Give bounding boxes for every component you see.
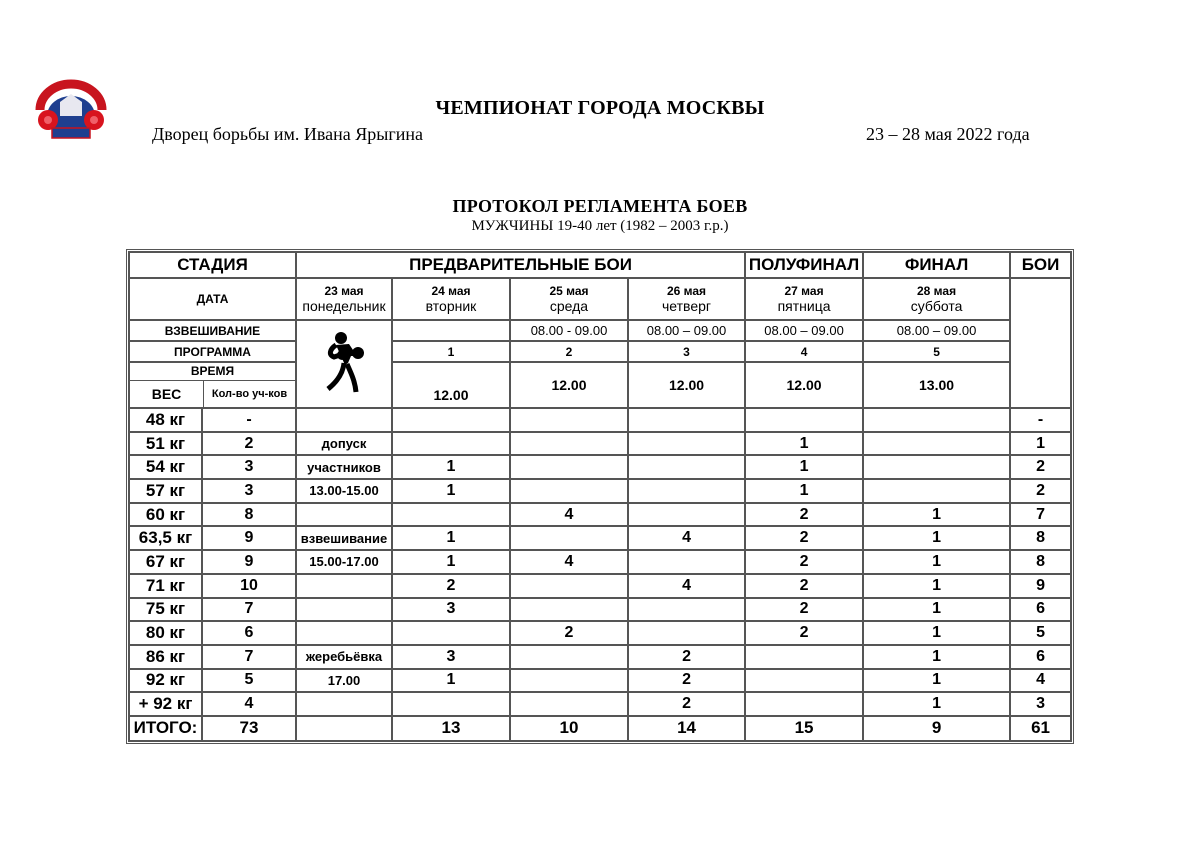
weight-row: [129, 550, 1071, 574]
bouts-26: [628, 550, 745, 574]
bouts-25: [510, 574, 628, 598]
note-cell: 13.00-15.00: [296, 479, 392, 503]
weighin-cell: 08.00 - 09.00: [510, 320, 628, 341]
total-cell: 9: [1010, 574, 1071, 598]
bouts-25: [510, 408, 628, 432]
semifinal-cell: 1: [745, 479, 863, 503]
bouts-26: [628, 432, 745, 456]
total-cell: 2: [1010, 479, 1071, 503]
program-cell: 4: [745, 341, 863, 362]
totals-label: ИТОГО:: [129, 716, 202, 741]
semifinal-cell: [745, 645, 863, 669]
count-cell: -: [202, 408, 296, 432]
total-cell: 6: [1010, 598, 1071, 622]
weight-cell: 51 кг: [129, 432, 202, 456]
weight-cell: 71 кг: [129, 574, 202, 598]
semifinal-cell: 2: [745, 550, 863, 574]
count-cell: 8: [202, 503, 296, 527]
venue-name: Дворец борьбы им. Ивана Ярыгина: [152, 124, 424, 144]
bouts-26: 2: [628, 645, 745, 669]
bouts-26: [628, 479, 745, 503]
count-cell: 4: [202, 692, 296, 716]
time-row: [129, 362, 1071, 408]
time-cell: 12.00: [392, 362, 510, 408]
bouts-24: 2: [392, 574, 510, 598]
program-cell: 3: [628, 341, 745, 362]
total-cell: 8: [1010, 526, 1071, 550]
program-label: ПРОГРАММА: [129, 341, 296, 362]
bouts-24: 1: [392, 550, 510, 574]
bouts-25: [510, 692, 628, 716]
final-cell: 1: [863, 526, 1010, 550]
totals-26: 14: [628, 716, 745, 741]
totals-count: 73: [202, 716, 296, 741]
final-cell: 1: [863, 574, 1010, 598]
time-weight-header: [129, 362, 296, 408]
note-cell: [296, 503, 392, 527]
day-cell: 23 мая понедельник: [296, 278, 392, 320]
weight-row: [129, 526, 1071, 550]
semifinal-cell: [745, 669, 863, 693]
semifinal-cell: 2: [745, 574, 863, 598]
count-cell: 9: [202, 550, 296, 574]
boxer-icon-cell: [296, 320, 392, 408]
bouts-24: 3: [392, 598, 510, 622]
weight-cell: + 92 кг: [129, 692, 202, 716]
weighin-label: ВЗВЕШИВАНИЕ: [129, 320, 296, 341]
weight-rows: [129, 408, 1071, 716]
bouts-24: [392, 432, 510, 456]
bouts-25: [510, 455, 628, 479]
bouts-26: 4: [628, 526, 745, 550]
total-cell: 3: [1010, 692, 1071, 716]
final-cell: 1: [863, 550, 1010, 574]
weighin-cell: 08.00 – 09.00: [628, 320, 745, 341]
weight-cell: 86 кг: [129, 645, 202, 669]
bouts-24: 1: [392, 526, 510, 550]
event-dates: 23 – 28 мая 2022 года: [866, 124, 1030, 144]
final-cell: 1: [863, 598, 1010, 622]
program-row: [129, 341, 1071, 362]
final-cell: 1: [863, 692, 1010, 716]
final-cell: 1: [863, 621, 1010, 645]
total-cell: 2: [1010, 455, 1071, 479]
semifinal-header: ПОЛУФИНАЛ: [745, 252, 863, 278]
final-cell: [863, 432, 1010, 456]
weighin-cell: [392, 320, 510, 341]
bouts-25: [510, 479, 628, 503]
final-cell: [863, 479, 1010, 503]
weighin-cell: 08.00 – 09.00: [745, 320, 863, 341]
weight-row: [129, 479, 1071, 503]
count-label: Кол-во уч-ков: [211, 388, 288, 400]
date-label: ДАТА: [129, 278, 296, 320]
semifinal-cell: 2: [745, 526, 863, 550]
boxer-icon: [322, 329, 366, 395]
day-cell: 24 мая вторник: [392, 278, 510, 320]
note-cell: 15.00-17.00: [296, 550, 392, 574]
bouts-26: [628, 621, 745, 645]
final-cell: 1: [863, 669, 1010, 693]
weight-row: [129, 669, 1071, 693]
prelim-header: ПРЕДВАРИТЕЛЬНЫЕ БОИ: [296, 252, 745, 278]
totals-semi: 15: [745, 716, 863, 741]
count-cell: 7: [202, 598, 296, 622]
bouts-24: 1: [392, 669, 510, 693]
bouts-25: 4: [510, 550, 628, 574]
weight-row: [129, 432, 1071, 456]
date-row: [129, 278, 1071, 320]
time-cell: 12.00: [510, 362, 628, 408]
day-cell: 26 мая четверг: [628, 278, 745, 320]
bouts-25: 2: [510, 621, 628, 645]
note-cell: [296, 621, 392, 645]
bouts-24: 3: [392, 645, 510, 669]
note-cell: участников: [296, 455, 392, 479]
totals-25: 10: [510, 716, 628, 741]
day-cell: 28 мая суббота: [863, 278, 1010, 320]
count-cell: 6: [202, 621, 296, 645]
time-cell: 13.00: [863, 362, 1010, 408]
bouts-26: [628, 408, 745, 432]
stage-header: СТАДИЯ: [129, 252, 296, 278]
protocol-subtitle: МУЖЧИНЫ 19-40 лет (1982 – 2003 г.р.): [471, 218, 729, 234]
bouts-25: [510, 526, 628, 550]
totals-24: 13: [392, 716, 510, 741]
bouts-25: 4: [510, 503, 628, 527]
weight-cell: 48 кг: [129, 408, 202, 432]
note-cell: допуск: [296, 432, 392, 456]
note-cell: 17.00: [296, 669, 392, 693]
time-cell: 12.00: [628, 362, 745, 408]
bouts-26: [628, 455, 745, 479]
bouts-25: [510, 669, 628, 693]
bouts-26: [628, 503, 745, 527]
weight-row: [129, 503, 1071, 527]
count-cell: 5: [202, 669, 296, 693]
day-cell: 25 мая среда: [510, 278, 628, 320]
count-cell: 9: [202, 526, 296, 550]
bouts-26: 2: [628, 669, 745, 693]
weighin-row: [129, 320, 1071, 341]
total-cell: 7: [1010, 503, 1071, 527]
semifinal-cell: 1: [745, 432, 863, 456]
championship-title: ЧЕМПИОНАТ ГОРОДА МОСКВЫ: [435, 97, 765, 119]
count-cell: 7: [202, 645, 296, 669]
note-cell: [296, 598, 392, 622]
weight-row: [129, 574, 1071, 598]
weight-cell: 57 кг: [129, 479, 202, 503]
totals-final: 9: [863, 716, 1010, 741]
bouts-26: 4: [628, 574, 745, 598]
final-cell: [863, 408, 1010, 432]
note-cell: жеребьёвка: [296, 645, 392, 669]
bouts-24: [392, 408, 510, 432]
note-cell: [296, 408, 392, 432]
stage-header-row: [129, 252, 1071, 278]
weight-row: [129, 692, 1071, 716]
weight-row: [129, 598, 1071, 622]
total-cell: 5: [1010, 621, 1071, 645]
weight-cell: 60 кг: [129, 503, 202, 527]
bouts-25: [510, 645, 628, 669]
weight-row: [129, 455, 1071, 479]
bouts-24: 1: [392, 455, 510, 479]
final-cell: 1: [863, 645, 1010, 669]
note-cell: [296, 692, 392, 716]
total-cell: 6: [1010, 645, 1071, 669]
bouts-24: [392, 503, 510, 527]
bouts-25: [510, 432, 628, 456]
total-cell: 8: [1010, 550, 1071, 574]
weight-row: [129, 408, 1071, 432]
total-cell: 4: [1010, 669, 1071, 693]
bouts-26: 2: [628, 692, 745, 716]
weight-cell: 92 кг: [129, 669, 202, 693]
final-cell: 1: [863, 503, 1010, 527]
time-label: ВРЕМЯ: [130, 363, 295, 381]
program-cell: 2: [510, 341, 628, 362]
bouts-25: [510, 598, 628, 622]
day-cell: 27 мая пятница: [745, 278, 863, 320]
weight-label: ВЕС: [130, 381, 204, 407]
weight-cell: 67 кг: [129, 550, 202, 574]
semifinal-cell: 2: [745, 598, 863, 622]
weight-cell: 80 кг: [129, 621, 202, 645]
total-cell: -: [1010, 408, 1071, 432]
weight-row: [129, 645, 1071, 669]
totals-note: [296, 716, 392, 741]
weight-cell: 63,5 кг: [129, 526, 202, 550]
note-cell: [296, 574, 392, 598]
count-cell: 10: [202, 574, 296, 598]
bouts-26: [628, 598, 745, 622]
note-cell: взвешивание: [296, 526, 392, 550]
program-cell: 1: [392, 341, 510, 362]
bout-schedule-table: [126, 249, 1074, 744]
time-cell: 12.00: [745, 362, 863, 408]
bouts-24: [392, 621, 510, 645]
count-cell: 3: [202, 455, 296, 479]
count-cell: 3: [202, 479, 296, 503]
weighin-cell: 08.00 – 09.00: [863, 320, 1010, 341]
weight-cell: 75 кг: [129, 598, 202, 622]
semifinal-cell: 2: [745, 503, 863, 527]
totals-row: [129, 716, 1071, 741]
final-header: ФИНАЛ: [863, 252, 1010, 278]
count-cell: 2: [202, 432, 296, 456]
program-cell: 5: [863, 341, 1010, 362]
weight-cell: 54 кг: [129, 455, 202, 479]
bouts-blank: [1010, 278, 1071, 408]
bouts-header: БОИ: [1010, 252, 1071, 278]
total-cell: 1: [1010, 432, 1071, 456]
bouts-24: 1: [392, 479, 510, 503]
bouts-24: [392, 692, 510, 716]
weight-row: [129, 621, 1071, 645]
semifinal-cell: [745, 408, 863, 432]
totals-bouts: 61: [1010, 716, 1071, 741]
semifinal-cell: 1: [745, 455, 863, 479]
final-cell: [863, 455, 1010, 479]
semifinal-cell: 2: [745, 621, 863, 645]
protocol-title: ПРОТОКОЛ РЕГЛАМЕНТА БОЕВ: [452, 196, 748, 216]
semifinal-cell: [745, 692, 863, 716]
